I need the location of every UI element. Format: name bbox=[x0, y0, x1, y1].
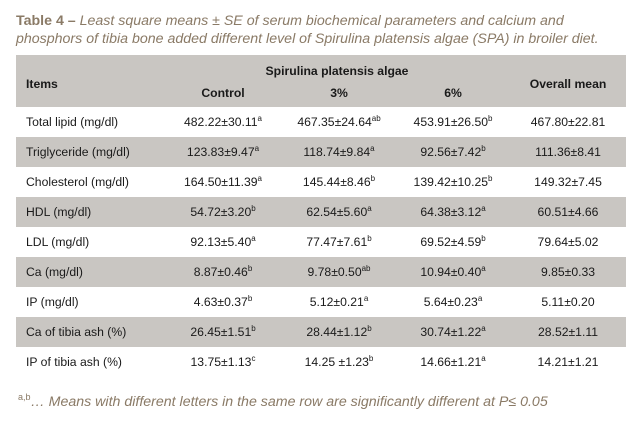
cell-value: 482.22±30.11 bbox=[183, 115, 258, 129]
cell-value: 467.35±24.64 bbox=[297, 115, 372, 129]
cell-value: 10.94±0.40 bbox=[420, 265, 482, 279]
cell-value: 26.45±1.51 bbox=[190, 325, 252, 339]
row-item-label: LDL (mg/dl) bbox=[16, 227, 164, 257]
significance-letter: a bbox=[370, 144, 375, 153]
cell-6-percent bbox=[396, 317, 510, 347]
cell-overall-mean: 5.11±0.20 bbox=[510, 287, 626, 317]
cell-3-percent bbox=[282, 317, 396, 347]
significance-letter: a bbox=[481, 354, 486, 363]
footnote-superscript: a,b bbox=[18, 392, 31, 402]
header-3-percent: 3% bbox=[282, 81, 396, 107]
cell-6-percent bbox=[396, 167, 510, 197]
row-item-label: Cholesterol (mg/dl) bbox=[16, 167, 164, 197]
cell-value: 164.50±11.39 bbox=[183, 175, 258, 189]
cell-value: 69.52±4.59 bbox=[420, 235, 482, 249]
caption-text: Least square means ± SE of serum biochemical parameters and calcium and phosphors of tibia bone added different level of Spirulina platensis algae (SPA) in broiler diet. bbox=[16, 13, 599, 47]
cell-control bbox=[164, 317, 282, 347]
cell-6-percent bbox=[396, 137, 510, 167]
header-row-group bbox=[16, 55, 626, 81]
significance-letter: b bbox=[247, 264, 253, 273]
cell-3-percent bbox=[282, 137, 396, 167]
table-caption bbox=[16, 12, 628, 48]
cell-value: 118.74±9.84 bbox=[303, 145, 371, 159]
significance-letter: a bbox=[257, 174, 262, 183]
row-item-label: IP of tibia ash (%) bbox=[16, 347, 164, 377]
cell-control bbox=[164, 167, 282, 197]
cell-overall-mean: 467.80±22.81 bbox=[510, 107, 626, 137]
significance-letter: ab bbox=[361, 264, 371, 273]
cell-control bbox=[164, 257, 282, 287]
cell-6-percent bbox=[396, 257, 510, 287]
row-item-label: IP (mg/dl) bbox=[16, 287, 164, 317]
cell-value: 92.13±5.40 bbox=[190, 235, 252, 249]
table-row bbox=[16, 287, 626, 317]
table-row bbox=[16, 257, 626, 287]
significance-letter: a bbox=[257, 114, 262, 123]
cell-overall-mean: 149.32±7.45 bbox=[510, 167, 626, 197]
significance-letter: b bbox=[368, 354, 374, 363]
cell-overall-mean: 60.51±4.66 bbox=[510, 197, 626, 227]
data-table bbox=[16, 55, 626, 377]
cell-control bbox=[164, 137, 282, 167]
cell-value: 54.72±3.20 bbox=[190, 205, 252, 219]
cell-control bbox=[164, 107, 282, 137]
cell-value: 9.78±0.50 bbox=[307, 265, 362, 279]
significance-letter: b bbox=[247, 294, 253, 303]
cell-6-percent bbox=[396, 347, 510, 377]
cell-overall-mean: 79.64±5.02 bbox=[510, 227, 626, 257]
significance-letter: a bbox=[477, 294, 483, 303]
significance-letter: b bbox=[488, 114, 493, 123]
table-body bbox=[16, 107, 626, 377]
caption-label: Table 4 – bbox=[16, 13, 76, 29]
significance-letter: b bbox=[367, 234, 372, 243]
table-row bbox=[16, 197, 626, 227]
significance-letter: ab bbox=[371, 114, 381, 123]
significance-letter: a bbox=[363, 294, 369, 303]
cell-control bbox=[164, 227, 282, 257]
cell-value: 139.42±10.25 bbox=[413, 175, 489, 189]
significance-letter: a bbox=[251, 234, 256, 243]
cell-3-percent bbox=[282, 347, 396, 377]
cell-3-percent bbox=[282, 197, 396, 227]
cell-6-percent bbox=[396, 107, 510, 137]
cell-value: 28.44±1.12 bbox=[306, 325, 368, 339]
cell-value: 62.54±5.60 bbox=[306, 205, 368, 219]
cell-overall-mean: 14.21±1.21 bbox=[510, 347, 626, 377]
cell-value: 123.83±9.47 bbox=[186, 145, 255, 159]
cell-value: 14.25 ±1.23 bbox=[304, 355, 369, 369]
header-6-percent: 6% bbox=[396, 81, 510, 107]
row-item-label: Total lipid (mg/dl) bbox=[16, 107, 164, 137]
cell-3-percent bbox=[282, 257, 396, 287]
cell-6-percent bbox=[396, 287, 510, 317]
footnote bbox=[18, 394, 628, 410]
table-row bbox=[16, 347, 626, 377]
cell-3-percent bbox=[282, 107, 396, 137]
significance-letter: a bbox=[481, 204, 486, 213]
significance-letter: b bbox=[367, 324, 372, 333]
table-row bbox=[16, 107, 626, 137]
significance-letter: a bbox=[367, 204, 372, 213]
cell-3-percent bbox=[282, 227, 396, 257]
header-items: Items bbox=[16, 55, 164, 107]
significance-letter: c bbox=[251, 354, 256, 363]
table-row bbox=[16, 317, 626, 347]
cell-value: 8.87±0.46 bbox=[193, 265, 248, 279]
cell-control bbox=[164, 197, 282, 227]
significance-letter: a bbox=[481, 264, 486, 273]
significance-letter: b bbox=[251, 324, 256, 333]
cell-overall-mean: 111.36±8.41 bbox=[510, 137, 626, 167]
footnote-text: … Means with different letters in the same row are significantly different at P≤ 0.05 bbox=[30, 394, 548, 410]
row-item-label: HDL (mg/dl) bbox=[16, 197, 164, 227]
cell-control bbox=[164, 347, 282, 377]
significance-letter: b bbox=[251, 204, 256, 213]
cell-value: 92.56±7.42 bbox=[420, 145, 482, 159]
header-group-spirulina: Spirulina platensis algae bbox=[164, 55, 510, 81]
cell-3-percent bbox=[282, 287, 396, 317]
cell-value: 4.63±0.37 bbox=[193, 295, 248, 309]
significance-letter: a bbox=[481, 324, 486, 333]
cell-value: 5.64±0.23 bbox=[423, 295, 478, 309]
cell-6-percent bbox=[396, 197, 510, 227]
cell-value: 30.74±1.22 bbox=[420, 325, 482, 339]
cell-control bbox=[164, 287, 282, 317]
significance-letter: a bbox=[254, 144, 260, 153]
cell-overall-mean: 28.52±1.11 bbox=[510, 317, 626, 347]
table-row bbox=[16, 137, 626, 167]
row-item-label: Triglyceride (mg/dl) bbox=[16, 137, 164, 167]
significance-letter: b bbox=[481, 144, 486, 153]
row-item-label: Ca of tibia ash (%) bbox=[16, 317, 164, 347]
row-item-label: Ca (mg/dl) bbox=[16, 257, 164, 287]
cell-value: 453.91±26.50 bbox=[413, 115, 489, 129]
cell-value: 64.38±3.12 bbox=[420, 205, 482, 219]
cell-value: 14.66±1.21 bbox=[420, 355, 482, 369]
cell-value: 13.75±1.13 bbox=[190, 355, 252, 369]
cell-3-percent bbox=[282, 167, 396, 197]
cell-value: 5.12±0.21 bbox=[309, 295, 364, 309]
header-overall-mean: Overall mean bbox=[510, 55, 626, 107]
cell-6-percent bbox=[396, 227, 510, 257]
data-table-container bbox=[16, 55, 626, 375]
significance-letter: b bbox=[370, 174, 376, 183]
table-row bbox=[16, 227, 626, 257]
cell-value: 77.47±7.61 bbox=[306, 235, 368, 249]
header-control: Control bbox=[164, 81, 282, 107]
significance-letter: b bbox=[481, 234, 486, 243]
cell-overall-mean: 9.85±0.33 bbox=[510, 257, 626, 287]
significance-letter: b bbox=[488, 174, 493, 183]
table-row bbox=[16, 167, 626, 197]
cell-value: 145.44±8.46 bbox=[302, 175, 371, 189]
